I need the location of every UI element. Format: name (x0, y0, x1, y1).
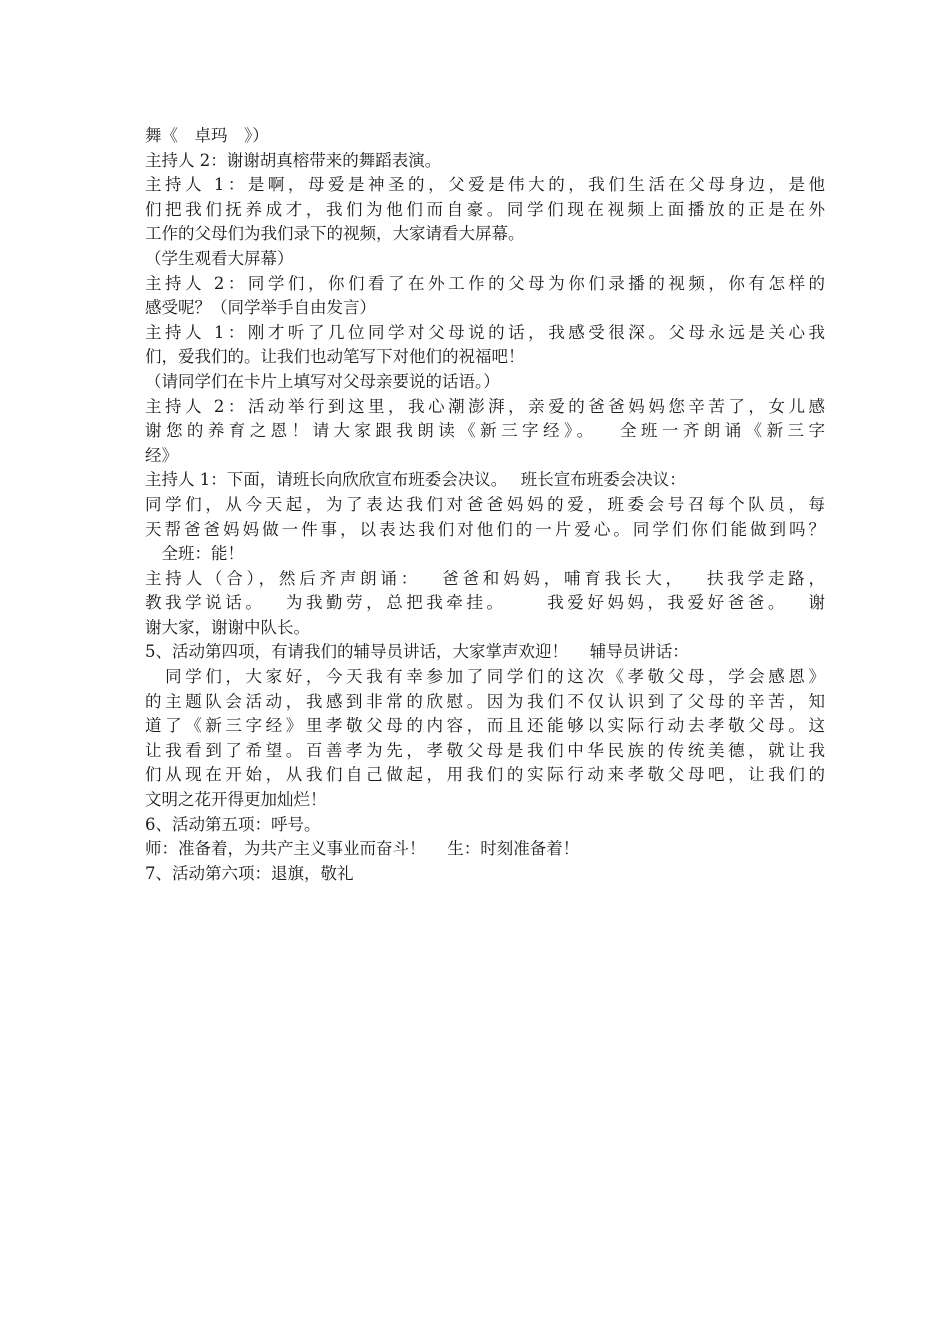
text-line: 主持人 1：刚才听了几位同学对父母说的话，我感受很深。父母永远是关心我 (145, 322, 825, 342)
text-line: 工作的父母们为我们录下的视频，大家请看大屏幕。 (145, 224, 525, 244)
text-line: 文明之花开得更加灿烂！ (145, 790, 327, 810)
text-line: 师：准备着，为共产主义事业而奋斗！ 生：时刻准备着！ (145, 839, 580, 859)
text-line: 们，爱我们的。让我们也动笔写下对他们的祝福吧！ (145, 347, 525, 367)
text-line: 谢您的养育之恩！请大家跟我朗读《新三字经》。 全班一齐朗诵《新三字 (145, 421, 825, 441)
text-line: 们把我们抚养成才，我们为他们而自豪。同学们现在视频上面播放的正是在外 (145, 199, 825, 219)
text-line: 经》 (145, 445, 178, 465)
text-line: 5、活动第四项，有请我们的辅导员讲话，大家掌声欢迎！ 辅导员讲话： (145, 642, 689, 662)
text-line: 全班：能！ (145, 544, 244, 564)
text-line: 主持人 2：活动举行到这里，我心潮澎湃，亲爱的爸爸妈妈您辛苦了，女儿感 (145, 396, 825, 416)
text-line: 主持人 1：下面，请班长向欣欣宣布班委会决议。 班长宣布班委会决议： (145, 470, 686, 490)
text-line: 同学们，大家好，今天我有幸参加了同学们的这次《孝敬父母，学会感恩》 (145, 667, 825, 687)
text-line: 的主题队会活动，我感到非常的欣慰。因为我们不仅认识到了父母的辛苦，知 (145, 691, 825, 711)
text-line: 主持人（合），然后齐声朗诵： 爸爸和妈妈，哺育我长大， 扶我学走路， (145, 568, 825, 588)
text-line: 6、活动第五项：呼号。 (145, 814, 321, 834)
text-line: 7、活动第六项：退旗，敬礼 (145, 863, 354, 883)
text-line: 同学们，从今天起，为了表达我们对爸爸妈妈的爱，班委会号召每个队员，每 (145, 494, 825, 514)
text-line: 舞《 卓玛 》） (145, 126, 269, 145)
text-line: 教我学说话。 为我勤劳，总把我牵挂。 我爱好妈妈，我爱好爸爸。 谢 (145, 593, 825, 613)
text-line: 让我看到了希望。百善孝为先，孝敬父母是我们中华民族的传统美德，就让我 (145, 740, 825, 760)
text-line: 天帮爸爸妈妈做一件事，以表达我们对他们的一片爱心。同学们你们能做到吗？ (145, 519, 825, 539)
text-line: （请同学们在卡片上填写对父母亲要说的话语。） (145, 371, 500, 391)
text-line: 道了《新三字经》里孝敬父母的内容，而且还能够以实际行动去孝敬父母。这 (145, 716, 825, 736)
text-line: 主持人 1：是啊，母爱是神圣的，父爱是伟大的，我们生活在父母身边，是他 (145, 175, 825, 195)
text-line: 感受呢？（同学举手自由发言） (145, 298, 376, 318)
text-line: 谢大家，谢谢中队长。 (145, 617, 310, 637)
document-body (145, 124, 825, 886)
text-line: 们从现在开始，从我们自己做起，用我们的实际行动来孝敬父母吧，让我们的 (145, 765, 825, 785)
text-line: （学生观看大屏幕） (145, 248, 294, 268)
text-line: 主持人 2：谢谢胡真榕带来的舞蹈表演。 (145, 150, 442, 170)
text-line: 主持人 2：同学们，你们看了在外工作的父母为你们录播的视频，你有怎样的 (145, 273, 825, 293)
